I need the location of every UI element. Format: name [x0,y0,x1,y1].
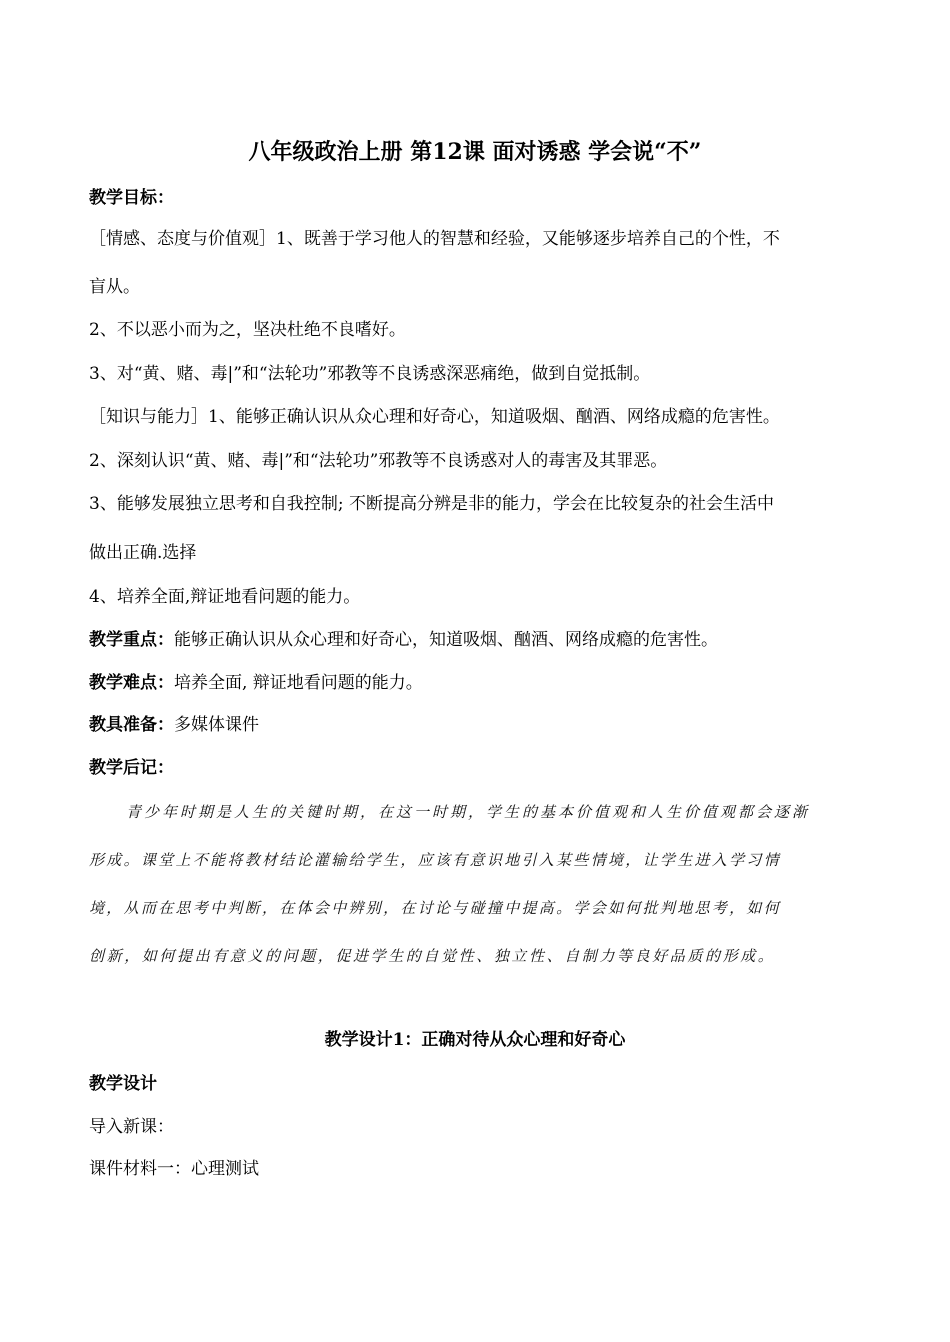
materials [89,714,259,736]
postscript-line-2: 形成。课堂上不能将教材结论灌输给学生，应该有意识地引入某些情境，让学生进入学习情 [89,851,782,869]
design1-subheading: 教学设计 [89,1074,157,1094]
page-title: 八年级政治上册 第12课 面对诱惑 学会说“不” [248,139,702,165]
key-point-text: 能够正确认识从众心理和好奇心，知道吸烟、酗酒、网络成瘾的危害性。 [174,630,718,650]
postscript-heading: 教学后记： [89,758,174,778]
difficulty [89,672,423,694]
difficulty-text: 培养全面, 辩证地看问题的能力。 [174,673,423,693]
postscript-line-3: 境，从而在思考中判断，在体会中辨别，在讨论与碰撞中提高。学会如何批判地思考，如何 [89,899,782,917]
materials-label: 教具准备： [89,715,174,735]
key-point [89,629,718,651]
objective-line-6: 2、深刻认识“黄、赌、毒|”和“法轮功”邪教等不良诱惑对人的毒害及其罪恶。 [89,451,668,471]
objective-line-9: 4、培养全面,辩证地看问题的能力。 [89,587,361,607]
materials-text: 多媒体课件 [174,715,259,735]
key-point-label: 教学重点： [89,630,174,650]
difficulty-label: 教学难点： [89,673,174,693]
objective-line-2: 盲从。 [89,277,140,297]
objective-line-4: 3、对“黄、赌、毒|”和“法轮功”邪教等不良诱惑深恶痛绝，做到自觉抵制。 [89,364,651,384]
design1-heading: 教学设计1：正确对待从众心理和好奇心 [324,1030,626,1050]
postscript-line-1: 青少年时期是人生的关键时期，在这一时期，学生的基本价值观和人生价值观都会逐渐 [126,803,811,821]
objectives-heading: 教学目标： [89,188,174,208]
objective-line-7: 3、能够发展独立思考和自我控制; 不断提高分辨是非的能力，学会在比较复杂的社会生活中 [89,494,774,514]
objective-line-8: 做出正确.选择 [89,543,197,563]
design1-intro: 导入新课： [89,1117,174,1137]
objective-line-5: ［知识与能力］1、能够正确认识从众心理和好奇心，知道吸烟、酗酒、网络成瘾的危害性。 [89,407,780,427]
objective-line-1: ［情感、态度与价值观］1、既善于学习他人的智慧和经验，又能够逐步培养自己的个性，不 [89,229,780,249]
design1-material: 课件材料一：心理测试 [89,1159,259,1179]
postscript-line-4: 创新，如何提出有意义的问题，促进学生的自觉性、独立性、自制力等良好品质的形成。 [89,947,776,965]
objective-line-3: 2、不以恶小而为之，坚决杜绝不良嗜好。 [89,320,406,340]
